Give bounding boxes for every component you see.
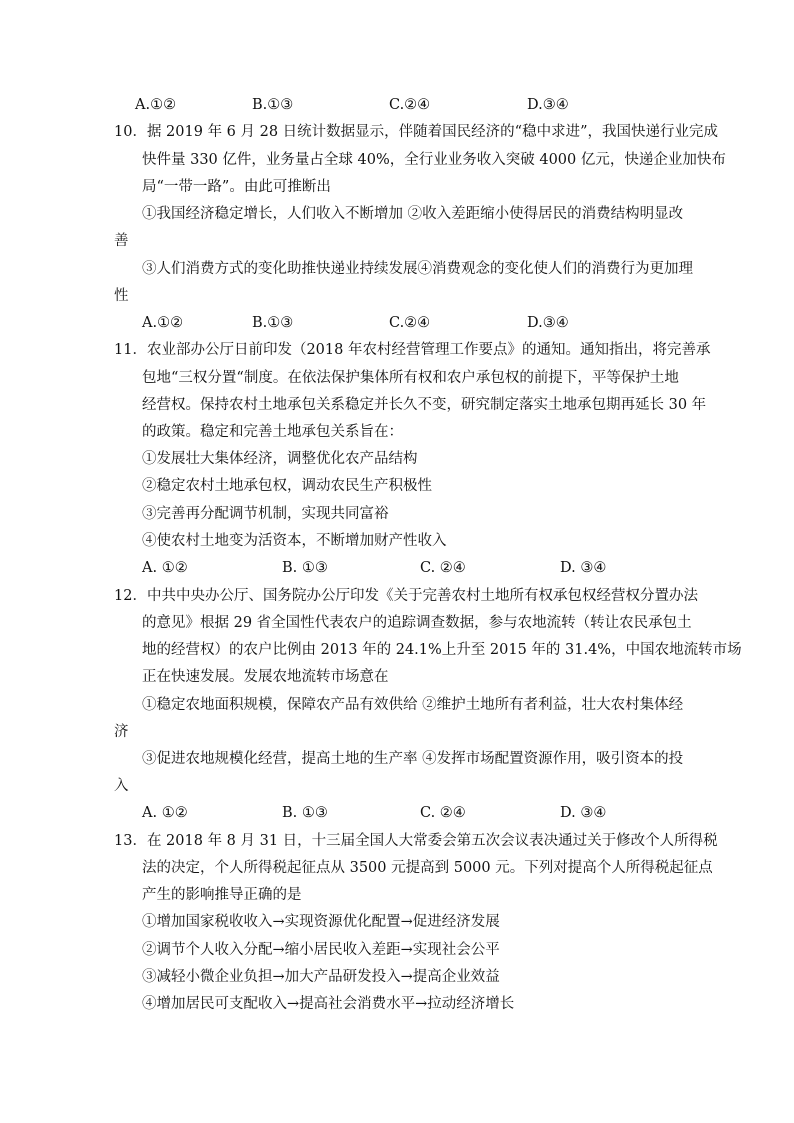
q12-choice-line: ①稳定农地面积规模，保障农产品有效供给 ②维护土地所有者利益，壮大农村集体经 [142,697,684,713]
option-a: A. ①② [142,805,188,821]
q13-stem-line: 13．在 2018 年 8 月 31 日，十三届全国人大常委会第五次会议表决通过关于修改个人所得税 [114,833,718,849]
option-a: A. ①② [142,560,188,576]
q12-stem-line: 正在快速发展。发展农地流转市场意在 [142,669,389,685]
q11-choice-line: ④使农村土地变为活资本，不断增加财产性收入 [142,533,447,549]
q13-choice-line: ④增加居民可支配收入→提高社会消费水平→拉动经济增长 [142,996,515,1012]
q13-stem-line: 法的决定，个人所得税起征点从 3500 元提高到 5000 元。下列对提高个人所得税起征点 [142,860,713,876]
option-d: D. ③④ [560,560,607,576]
q13-choice-line: ③减轻小微企业负担→加大产品研发投入→提高企业效益 [142,969,500,985]
q13-stem-line: 产生的影响推导正确的是 [142,887,302,903]
q13-choice-line: ①增加国家税收收入→实现资源优化配置→促进经济发展 [142,914,500,930]
q10-choice-line: ①我国经济稳定增长，人们收入不断增加 ②收入差距缩小使得居民的消费结构明显改 [142,206,684,222]
option-b: B.①③ [252,97,294,113]
q13-choice-line: ②调节个人收入分配→缩小居民收入差距→实现社会公平 [142,942,500,958]
q10-choice-line: ③人们消费方式的变化助推快递业持续发展④消费观念的变化使人们的消费行为更加理 [142,261,693,277]
q11-stem-line: 包地“三权分置“制度。在依法保护集体所有权和农户承包权的前提下，平等保护土地 [142,370,679,386]
q12-choice-line: ③促进农地规模化经营，提高土地的生产率 ④发挥市场配置资源作用，吸引资本的投 [142,751,684,767]
q11-stem-line: 的政策。稳定和完善土地承包关系旨在： [142,424,403,440]
option-b: B. ①③ [282,560,328,576]
q12-stem-line: 地的经营权）的农户比例由 2013 年的 24.1%上升至 2015 年的 31.4%，中国农地流转市场 [142,642,742,658]
option-c: C.②④ [389,315,431,331]
option-d: D.③④ [527,315,569,331]
option-d: D. ③④ [560,805,607,821]
q11-stem-line: 经营权。保持农村土地承包关系稳定并长久不变，研究制定落实土地承包期再延长 30 年 [142,397,707,413]
option-d: D.③④ [527,97,569,113]
option-c: C. ②④ [420,805,466,821]
q12-stem-line: 12．中共中央办公厅、国务院办公厅印发《关于完善农村土地所有权承包权经营权分置办法 [114,588,698,604]
q10-stem-line: 10．据 2019 年 6 月 28 日统计数据显示，伴随着国民经济的“稳中求进”，我国快递行业完成 [114,124,719,140]
q11-choice-line: ②稳定农村土地承包权，调动农民生产积极性 [142,478,432,494]
q12-choice-wrap: 济 [114,724,129,740]
q10-choice-wrap: 性 [114,288,129,304]
option-b: B.①③ [252,315,294,331]
q11-stem-line: 11．农业部办公厅日前印发（2018 年农村经营管理工作要点》的通知。通知指出，将完善承 [114,342,711,358]
option-b: B. ①③ [282,805,328,821]
option-c: C.②④ [389,97,431,113]
q11-choice-line: ①发展壮大集体经济，调整优化农产品结构 [142,451,418,467]
q10-choice-wrap: 善 [114,233,129,249]
option-a: A.①② [135,97,177,113]
q12-stem-line: 的意见》根据 29 省全国性代表农户的追踪调查数据，参与农地流转（转让农民承包土 [142,615,692,631]
q11-choice-line: ③完善再分配调节机制，实现共同富裕 [142,506,389,522]
option-c: C. ②④ [420,560,466,576]
q12-choice-wrap: 入 [114,778,129,794]
q10-stem-line: 快件量 330 亿件，业务量占全球 40%，全行业业务收入突破 4000 亿元，快递企业加快布 [142,152,726,168]
q10-stem-line: 局“一带一路”。由此可推断出 [142,179,331,195]
option-a: A.①② [142,315,184,331]
